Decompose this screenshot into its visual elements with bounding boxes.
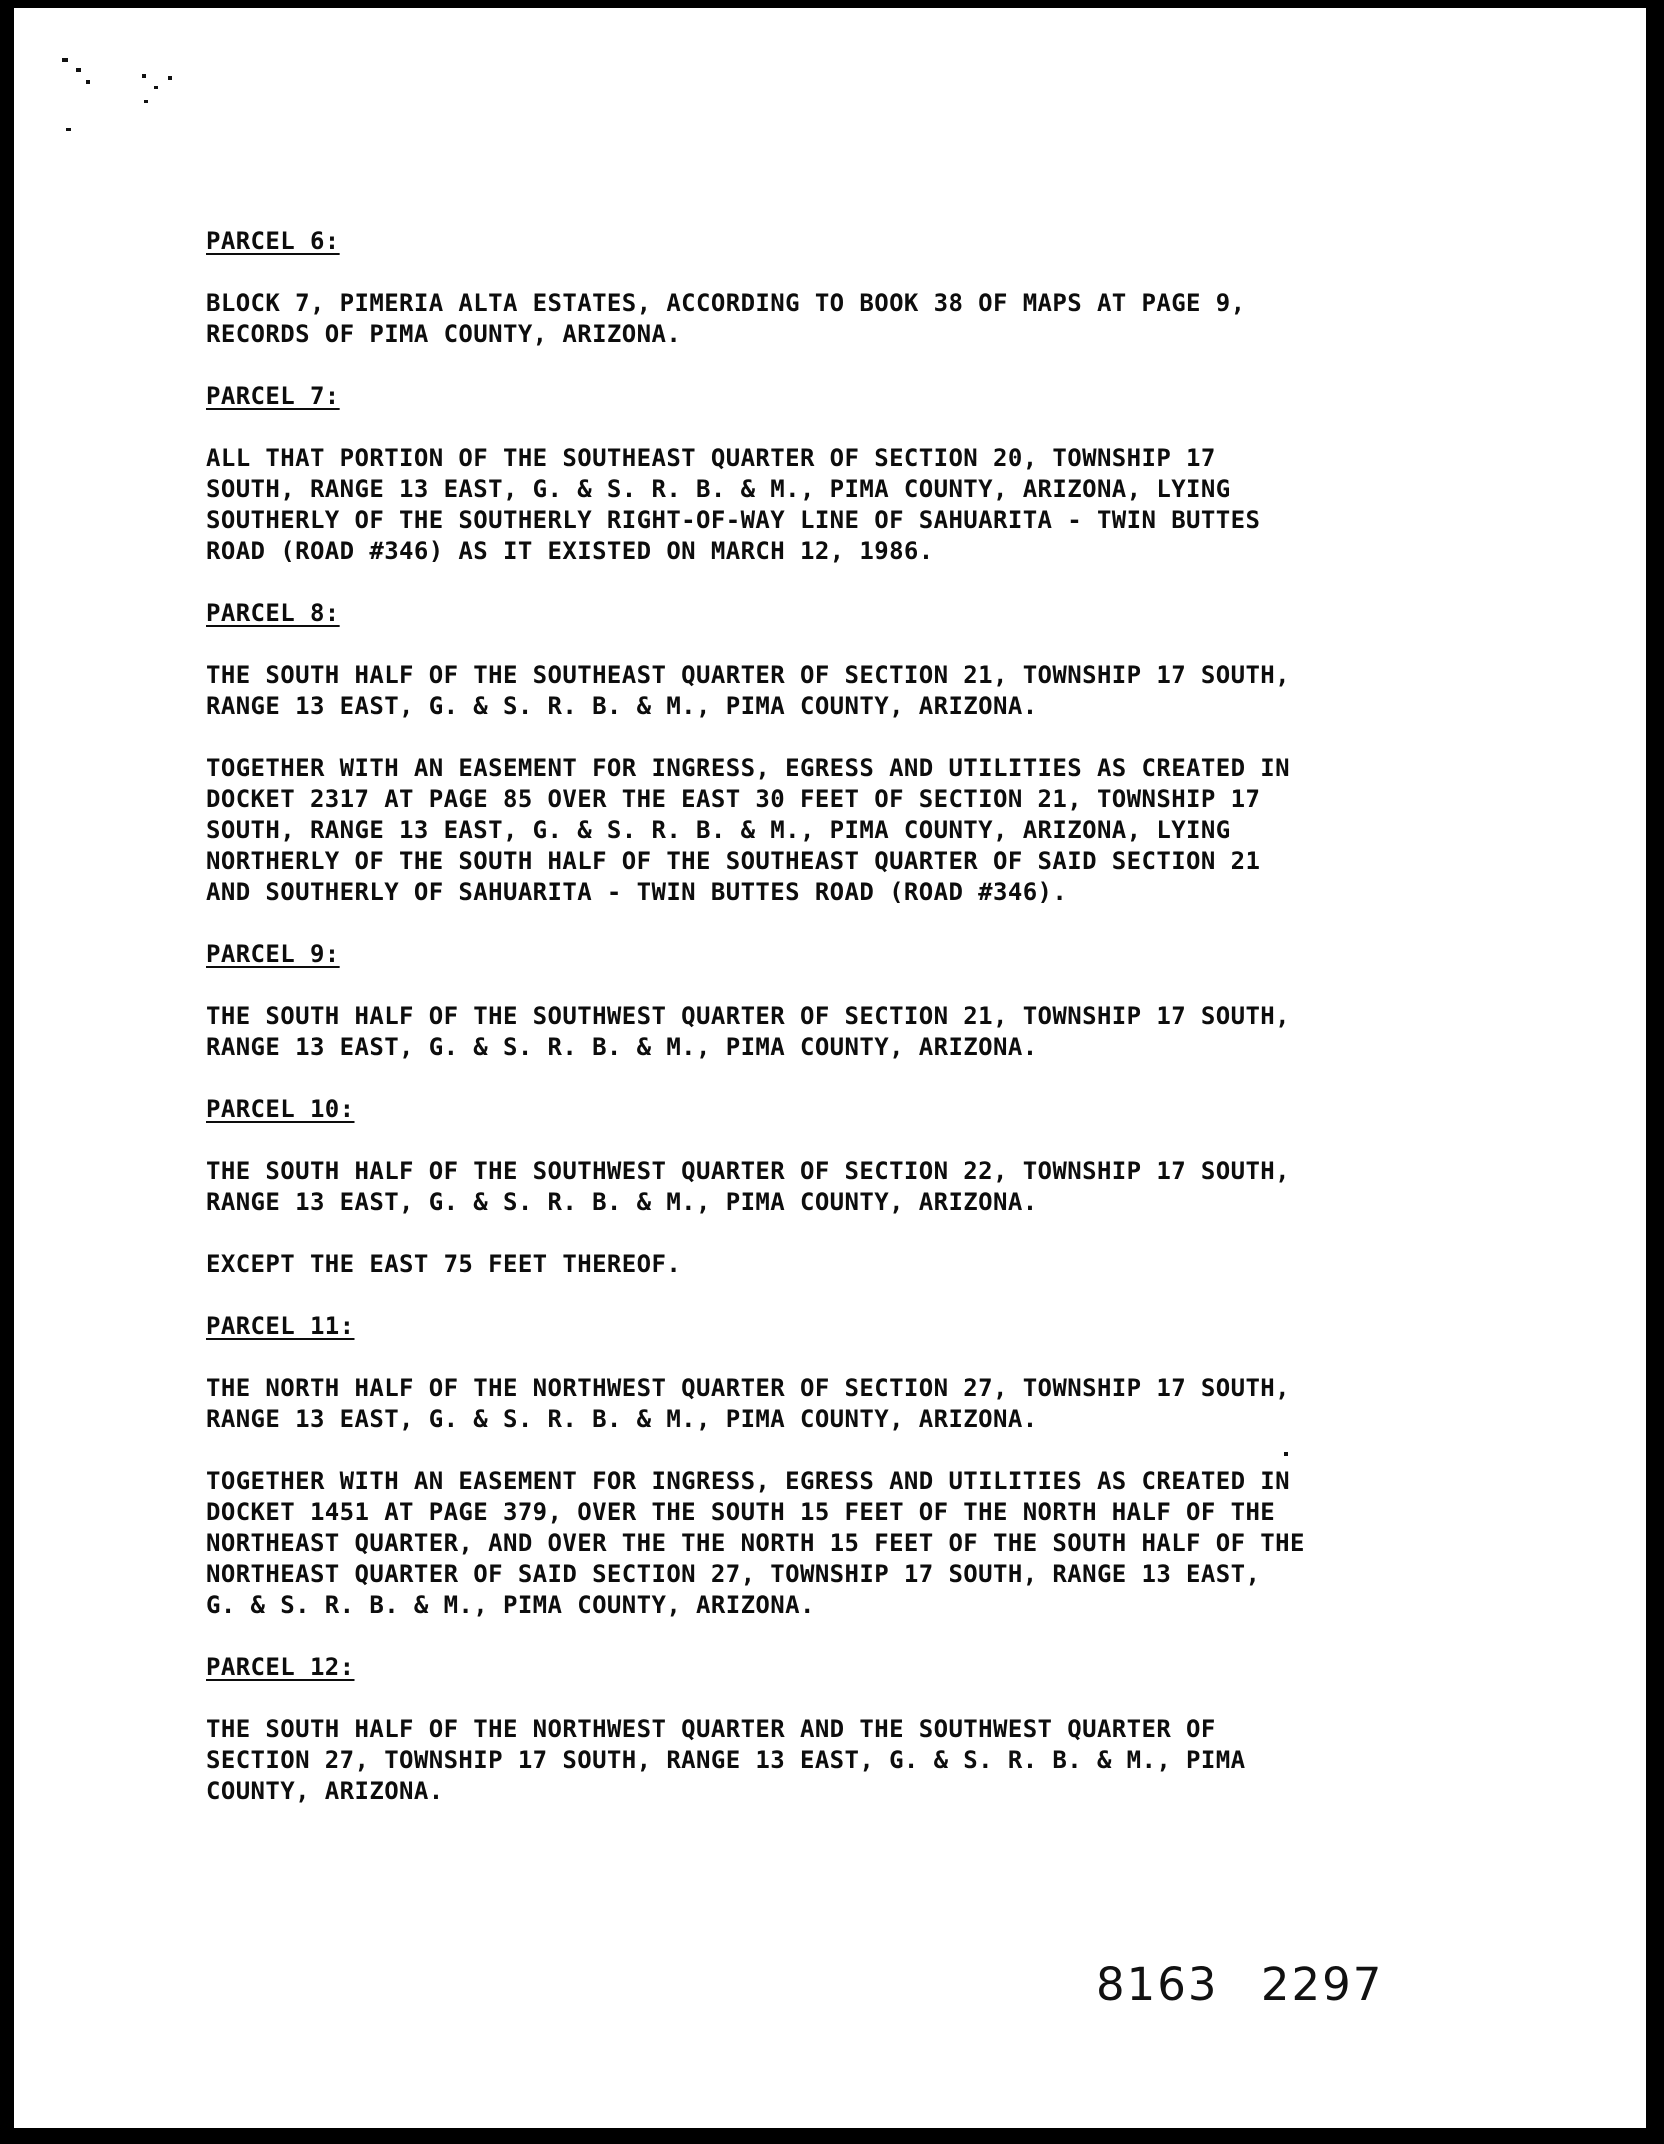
parcel-8-section <box>206 598 1386 908</box>
parcel-heading: PARCEL 12: <box>206 1653 355 1681</box>
parcel-description: THE SOUTH HALF OF THE SOUTHWEST QUARTER OF SECTION 22, TOWNSHIP 17 SOUTH, RANGE 13 EAST, G. & S. R. B. & M., PIMA COUNTY, ARIZONA. <box>206 1157 1290 1216</box>
parcel-9-section <box>206 939 1386 1063</box>
parcel-11-section <box>206 1311 1386 1621</box>
document-body <box>206 226 1386 1838</box>
scan-speck <box>168 76 172 80</box>
parcel-heading: PARCEL 6: <box>206 227 340 255</box>
parcel-12-section <box>206 1652 1386 1807</box>
parcel-description: THE SOUTH HALF OF THE SOUTHEAST QUARTER OF SECTION 21, TOWNSHIP 17 SOUTH, RANGE 13 EAST, G. & S. R. B. & M., PIMA COUNTY, ARIZONA. <box>206 661 1290 720</box>
parcel-heading: PARCEL 8: <box>206 599 340 627</box>
exception-clause: EXCEPT THE EAST 75 FEET THEREOF. <box>206 1250 682 1278</box>
scan-speck <box>144 100 148 103</box>
parcel-description: THE SOUTH HALF OF THE NORTHWEST QUARTER AND THE SOUTHWEST QUARTER OF SECTION 27, TOWNSHIP 17 SOUTH, RANGE 13 EAST, G. & S. R. B. & M., PIMA COUNTY, ARIZONA. <box>206 1715 1246 1805</box>
parcel-heading: PARCEL 9: <box>206 940 340 968</box>
scan-speck <box>86 80 90 84</box>
parcel-heading: PARCEL 10: <box>206 1095 355 1123</box>
scan-speck <box>154 86 158 89</box>
parcel-heading: PARCEL 7: <box>206 382 340 410</box>
parcel-description: THE SOUTH HALF OF THE SOUTHWEST QUARTER OF SECTION 21, TOWNSHIP 17 SOUTH, RANGE 13 EAST, G. & S. R. B. & M., PIMA COUNTY, ARIZONA. <box>206 1002 1290 1061</box>
parcel-10-section <box>206 1094 1386 1280</box>
parcel-6-section <box>206 226 1386 350</box>
scan-speck <box>62 58 68 62</box>
scan-speck <box>66 128 71 131</box>
easement-description: TOGETHER WITH AN EASEMENT FOR INGRESS, EGRESS AND UTILITIES AS CREATED IN DOCKET 2317 AT PAGE 85 OVER THE EAST 30 FEET OF SECTION 21, TOWNSHIP 17 SOUTH, RANGE 13 EAST, G. & S. R. B. & M., PIMA COUNTY, ARIZONA, LYING NORTHERLY OF THE SOUTH HALF OF THE SOUTHEAST QUARTER OF SAID SECTION 21 AND SOUTHERLY OF SAHUARITA - TWIN BUTTES ROAD (ROAD #346). <box>206 754 1290 906</box>
parcel-description: ALL THAT PORTION OF THE SOUTHEAST QUARTER OF SECTION 20, TOWNSHIP 17 SOUTH, RANGE 13 EAST, G. & S. R. B. & M., PIMA COUNTY, ARIZONA, LYING SOUTHERLY OF THE SOUTHERLY RIGHT-OF-WAY LINE OF SAHUARITA - TWIN BUTTES ROAD (ROAD #346) AS IT EXISTED ON MARCH 12, 1986. <box>206 444 1261 565</box>
scan-speck <box>142 74 146 78</box>
easement-description: TOGETHER WITH AN EASEMENT FOR INGRESS, EGRESS AND UTILITIES AS CREATED IN DOCKET 1451 AT PAGE 379, OVER THE SOUTH 15 FEET OF THE NORTH HALF OF THE NORTHEAST QUARTER, AND OVER THE THE NORTH 15 FEET OF THE SOUTH HALF OF THE NORTHEAST QUARTER OF SAID SECTION 27, TOWNSHIP 17 SOUTH, RANGE 13 EAST, G. & S. R. B. & M., PIMA COUNTY, ARIZONA. <box>206 1467 1305 1619</box>
parcel-heading: PARCEL 11: <box>206 1312 355 1340</box>
parcel-description: THE NORTH HALF OF THE NORTHWEST QUARTER OF SECTION 27, TOWNSHIP 17 SOUTH, RANGE 13 EAST, G. & S. R. B. & M., PIMA COUNTY, ARIZONA. <box>206 1374 1290 1433</box>
page-number: 8163 2297 <box>1096 1958 1384 2011</box>
parcel-description: BLOCK 7, PIMERIA ALTA ESTATES, ACCORDING TO BOOK 38 OF MAPS AT PAGE 9, RECORDS OF PIMA COUNTY, ARIZONA. <box>206 289 1246 348</box>
parcel-7-section <box>206 381 1386 567</box>
scan-speck <box>76 68 81 72</box>
